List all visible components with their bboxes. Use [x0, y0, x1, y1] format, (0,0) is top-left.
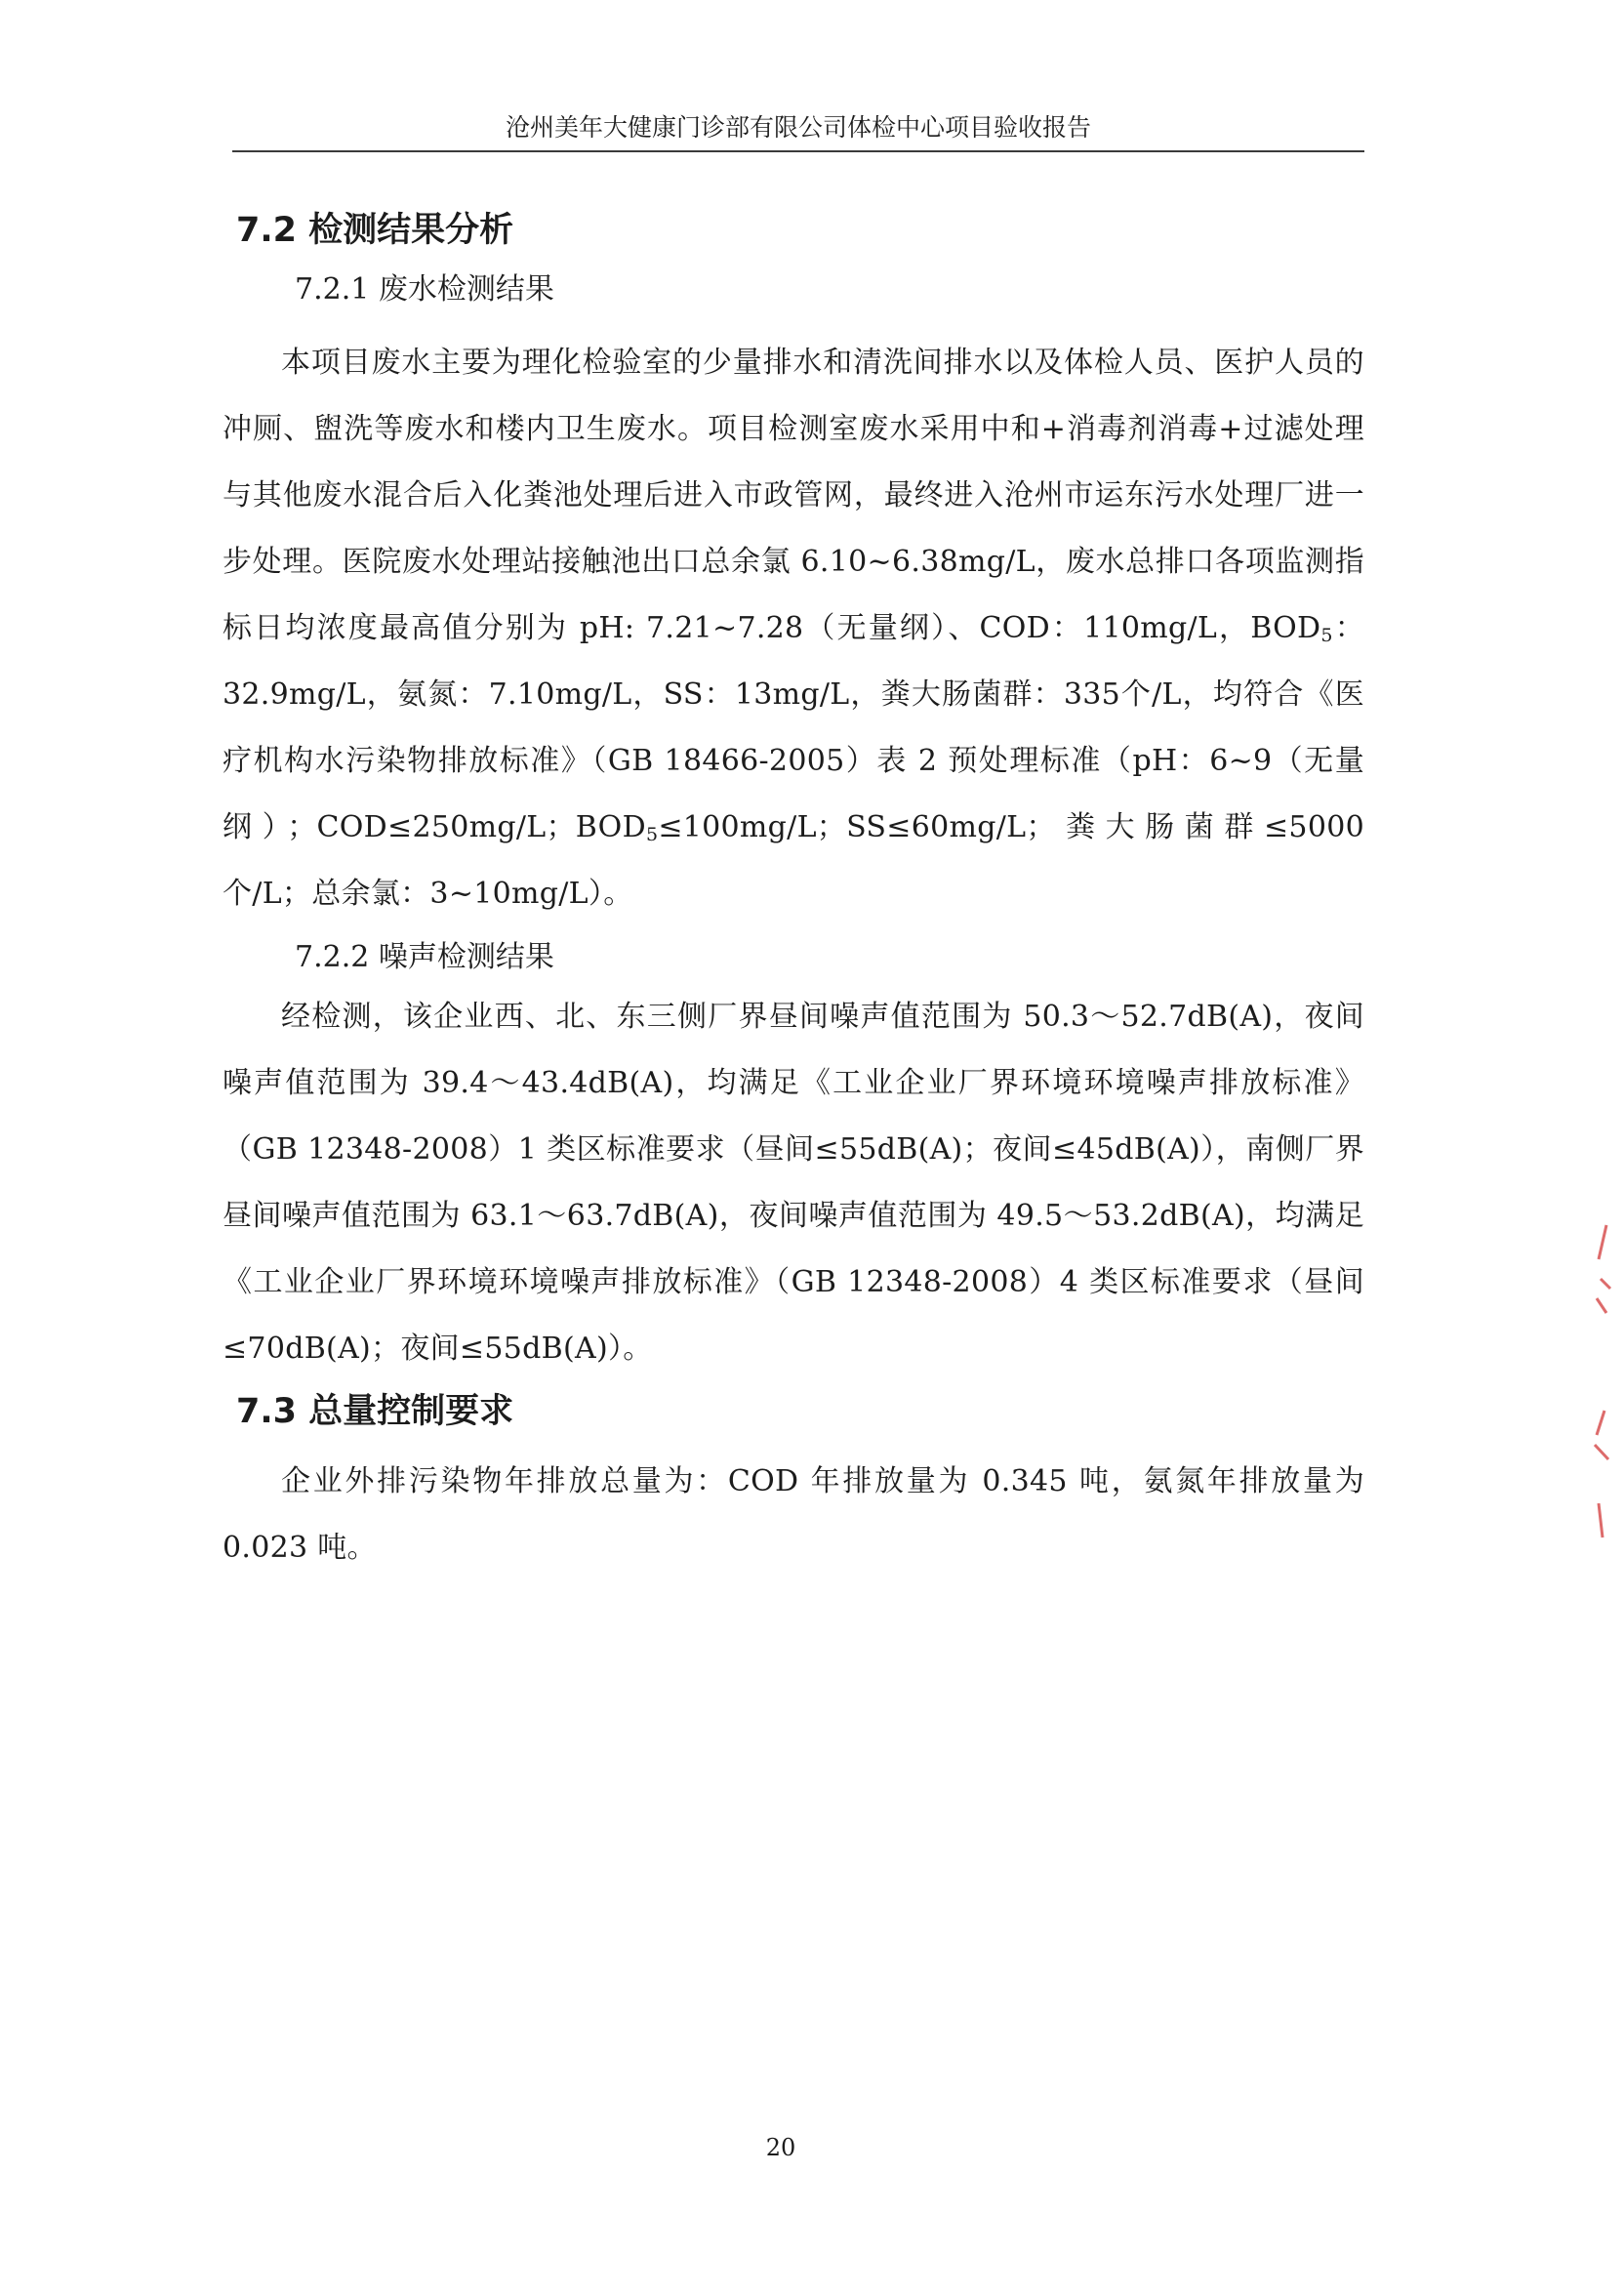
page-header: [232, 113, 1364, 152]
page-content: [223, 207, 1364, 1581]
section-7-2-1-title: 7.2.1 废水检测结果: [295, 272, 554, 307]
edge-stamp-mark-2: [1577, 1406, 1616, 1550]
noise-results-paragraph: 经检测，该企业西、北、东三侧厂界昼间噪声值范围为 50.3～52.7dB(A)，夜间噪声值范围为 39.4～43.4dB(A)，均满足《工业企业厂界环境环境噪声排放标准》（GB 12348-2008）1 类区标准要求（昼间≤55dB(A)；夜间≤45dB(A)），南侧厂界昼间噪声值范围为 63.1～63.7dB(A)，夜间噪声值范围为 49.5～53.2dB(A)，均满足《工业企业厂界环境环境噪声排放标准》（GB 12348-2008）4 类区标准要求（昼间≤70dB(A)；夜间≤55dB(A)）。: [223, 1000, 1364, 1366]
section-7-2-title: 7.2 检测结果分析: [236, 211, 514, 250]
wastewater-text-part-2: ：32.9mg/L，氨氮：7.10mg/L，SS：13mg/L，粪大肠菌群：335个/L，均符合《医疗机构水污染物排放标准》（GB 18466-2005）表 2 预处理标准（pH：6~9（无量纲）；COD≤250mg/L；BOD: [223, 611, 1364, 844]
wastewater-results-paragraph: [223, 330, 1364, 927]
red-stamp-fragment-icon-2: [1577, 1406, 1616, 1542]
total-control-paragraph: 企业外排污染物年排放总量为：COD 年排放量为 0.345 吨，氨氮年排放量为 0.023 吨。: [223, 1464, 1364, 1565]
edge-stamp-mark-1: [1577, 1220, 1616, 1345]
header-title: 沧州美年大健康门诊部有限公司体检中心项目验收报告: [505, 113, 1091, 142]
page-number: 20: [765, 2134, 796, 2161]
wastewater-text-part-1: 本项目废水主要为理化检验室的少量排水和清洗间排水以及体检人员、医护人员的冲厕、盥洗等废水和楼内卫生废水。项目检测室废水采用中和+消毒剂消毒+过滤处理与其他废水混合后入化粪池处理后进入市政管网，最终进入沧州市运东污水处理厂进一步处理。医院废水处理站接触池出口总余氯 6.10~6.38mg/L，废水总排口各项监测指标日均浓度最高值分别为 pH: 7.21~7.28（无量纲）、COD：110mg/L，BOD: [223, 346, 1365, 645]
bod-subscript-2: 5: [645, 824, 659, 845]
wastewater-text-part-3: ≤100mg/L；SS≤60mg/L；粪大肠菌群≤5000 个/L；总余氯：3~10mg/L）。: [223, 810, 1364, 911]
bod-subscript-1: 5: [1320, 625, 1333, 646]
section-7-2-2-title: 7.2.2 噪声检测结果: [295, 940, 554, 974]
red-stamp-fragment-icon: [1577, 1220, 1616, 1337]
section-7-3-title: 7.3 总量控制要求: [236, 1392, 514, 1431]
